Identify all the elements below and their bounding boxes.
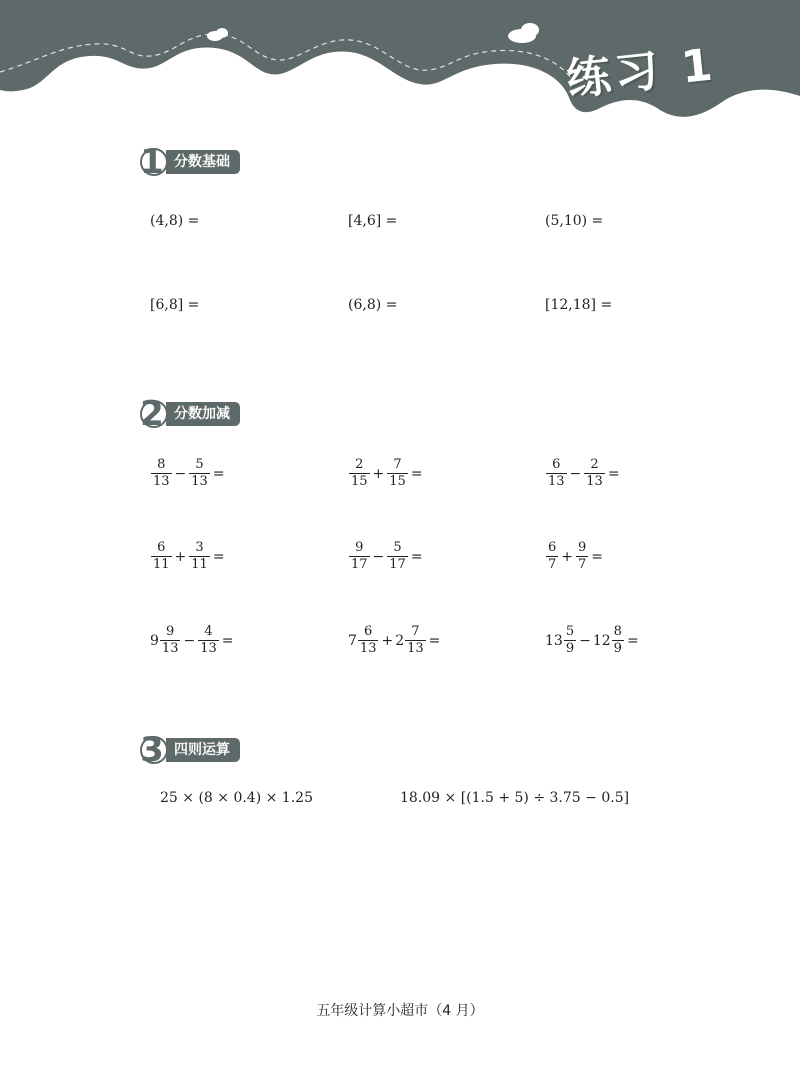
fraction-problem: $\frac{2}{15}$ + $\frac{7}{15}$ =: [351, 457, 423, 489]
fraction: $\frac{5}{17}$: [389, 540, 406, 572]
fraction: $\frac{6}{7}$: [548, 540, 557, 572]
fraction: $\frac{3}{11}$: [191, 540, 208, 572]
basic-problem: (4,8) =: [150, 213, 200, 229]
fraction: $\frac{8}{9}$: [613, 624, 622, 656]
fraction: $\frac{5}{13}$: [191, 457, 208, 489]
fraction: $\frac{7}{13}$: [407, 624, 424, 656]
arithmetic-problem: 18.09 × [(1.5 + 5) ÷ 3.75 − 0.5]: [400, 790, 630, 806]
mixed-number-problem: 7 $\frac{6}{13}$ + 2 $\frac{7}{13}$ =: [348, 624, 441, 656]
fraction: $\frac{5}{9}$: [565, 624, 575, 656]
fraction: $\frac{6}{11}$: [153, 540, 170, 572]
fraction: $\frac{9}{17}$: [351, 540, 368, 572]
basic-problem: [6,8] =: [150, 297, 200, 313]
fraction: $\frac{6}{13}$: [548, 457, 565, 489]
header-banner: [0, 0, 800, 140]
fraction: $\frac{4}{13}$: [200, 624, 217, 656]
fraction-problem: $\frac{6}{7}$ + $\frac{9}{7}$ =: [548, 540, 604, 572]
page-footer: 五年级计算小超市（4 月）: [316, 1003, 484, 1019]
fraction: $\frac{9}{7}$: [578, 540, 587, 572]
section-number: 1: [140, 142, 164, 182]
fraction-problem: $\frac{9}{17}$ − $\frac{5}{17}$ =: [351, 540, 423, 572]
section-title: 分数基础: [166, 150, 240, 174]
fraction: $\frac{2}{13}$: [586, 457, 603, 489]
section-title: 分数加减: [166, 402, 240, 426]
fraction: $\frac{8}{13}$: [153, 457, 170, 489]
fraction: $\frac{9}{13}$: [161, 624, 179, 656]
basic-problem: (6,8) =: [348, 297, 398, 313]
fraction: $\frac{6}{13}$: [359, 624, 377, 656]
basic-problem: [12,18] =: [545, 297, 613, 313]
section-title: 四则运算: [166, 738, 240, 762]
section-number: 2: [140, 394, 164, 434]
mixed-number-problem: 9 $\frac{9}{13}$ − $\frac{4}{13}$ =: [150, 624, 234, 656]
page-title: 练习 1: [564, 39, 719, 106]
fraction: $\frac{2}{15}$: [351, 457, 368, 489]
fraction: $\frac{7}{15}$: [389, 457, 406, 489]
section-number: 3: [140, 730, 164, 770]
mixed-number-problem: 13 $\frac{5}{9}$ − 12 $\frac{8}{9}$ =: [545, 624, 639, 656]
basic-problem: [4,6] =: [348, 213, 398, 229]
fraction-problem: $\frac{6}{11}$ + $\frac{3}{11}$ =: [153, 540, 225, 572]
basic-problem: (5,10) =: [545, 213, 604, 229]
fraction-problem: $\frac{8}{13}$ − $\frac{5}{13}$ =: [153, 457, 225, 489]
fraction-problem: $\frac{6}{13}$ − $\frac{2}{13}$ =: [548, 457, 620, 489]
arithmetic-problem: 25 × (8 × 0.4) × 1.25: [160, 790, 313, 806]
